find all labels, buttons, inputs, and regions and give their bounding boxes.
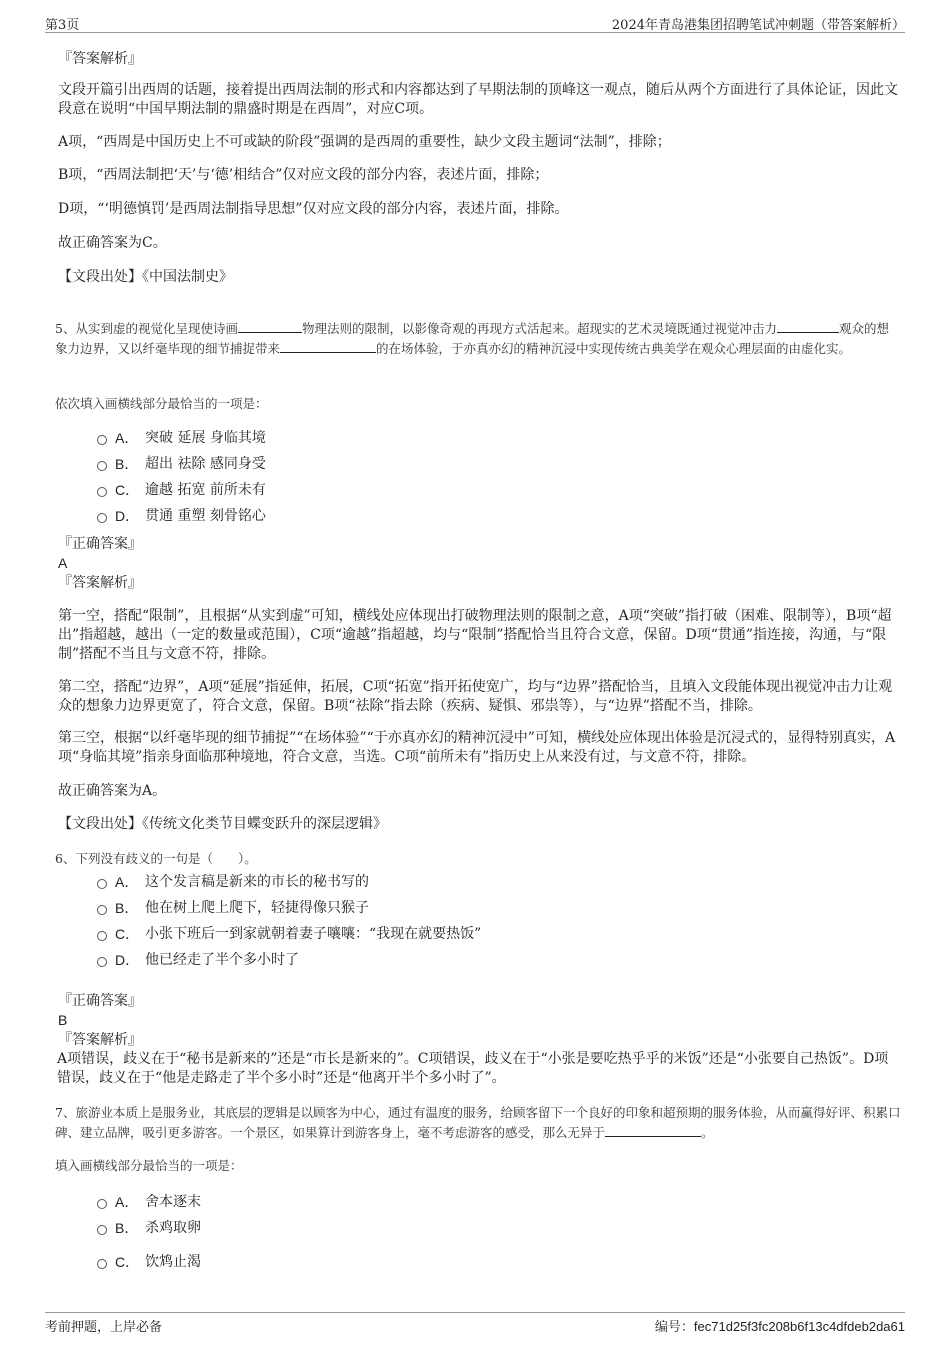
- q6-option-c[interactable]: C． 小张下班后一到家就朝着妻子嚷嚷：“我现在就要热饭”: [97, 925, 481, 943]
- q7-stem: 7、旅游业本质上是服务业，其底层的逻辑是以顾客为中心，通过有温度的服务，给顾客留下一个良好的印象和超预期的服务体验，从而赢得好评、积累口碑、建立品牌，吸引更多游客。一个景区，如果算计到游客身上，毫不考虑游客的感受，那么无异于 。: [55, 1105, 901, 1140]
- radio-icon[interactable]: [97, 1259, 107, 1269]
- q6-analysis-label: 『答案解析』: [58, 1032, 142, 1048]
- q5-conclusion: 故正确答案为A。: [58, 783, 167, 799]
- q4-analysis-a: A项，“西周是中国历史上不可或缺的阶段”强调的是西周的重要性，缺少文段主题词“法制”，排除；: [58, 134, 671, 150]
- q4-analysis-d: D项，“‘明德慎罚’是西周法制指导思想”仅对应文段的部分内容，表述片面，排除。: [58, 201, 569, 217]
- radio-icon[interactable]: [97, 1225, 107, 1235]
- q7-option-c[interactable]: C． 饮鸩止渴: [97, 1253, 201, 1271]
- q6-analysis: A项错误，歧义在于“秘书是新来的”还是“市长是新来的”。C项错误，歧义在于“小张是要吃热乎乎的米饭”还是“小张要自己热饭”。D项错误，歧义在于“他是走路走了半个多小时”还是“他离开半个多小时了”。: [57, 1051, 889, 1086]
- document-title: 2024年青岛港集团招聘笔试冲刺题（带答案解析）: [611, 18, 905, 33]
- q5-answer-label: 『正确答案』: [58, 536, 142, 552]
- q5-stem: 5、从实到虚的视觉化呈现使诗画 物理法则的限制，以影像奇观的再现方式活起来。超现实的艺术灵境既通过视觉冲击力 观众的想象力边界，又以纤毫毕现的细节捕捉带来 的在场体验，于亦真亦幻的精神沉浸中实现传统古典美学在观众心理层面的由虚化实。: [55, 321, 889, 356]
- q6-option-d[interactable]: D． 他已经走了半个多小时了: [97, 951, 299, 969]
- q4-source: 【文段出处】《中国法制史》: [58, 269, 233, 285]
- q5-analysis-p3: 第三空，根据“以纤毫毕现的细节捕捉”“在场体验”“于亦真亦幻的精神沉浸中”可知，横线处应体现出体验是沉浸式的，显得特别真实，A项“身临其境”指亲身面临那种境地，符合文意，当选。C项“前所未有”指历史上从来没有过，与文意不符，排除。: [58, 730, 896, 765]
- q5-blank-2: [777, 320, 839, 333]
- q6-answer-label: 『正确答案』: [58, 993, 142, 1009]
- radio-icon[interactable]: [97, 931, 107, 941]
- q4-analysis-b: B项，“西周法制把‘天’与‘德’相结合”仅对应文段的部分内容，表述片面，排除；: [58, 167, 549, 183]
- q5-answer: A: [58, 555, 68, 571]
- page-header: [45, 12, 905, 33]
- radio-icon[interactable]: [97, 487, 107, 497]
- q5-blank-1: [238, 320, 302, 333]
- q5-analysis-p1: 第一空，搭配“限制”，且根据“从实到虚”可知，横线处应体现出打破物理法则的限制之意，A项“突破”指打破（困难、限制等），B项“超出”指超越，越出（一定的数量或范围），C项“逾越”指超越，均与“限制”搭配恰当且符合文意，保留。D项“贯通”指连接，沟通，与“限制”搭配不当且与文意不符，排除。: [58, 608, 892, 662]
- radio-icon[interactable]: [97, 513, 107, 523]
- q7-instruction: 填入画横线部分最恰当的一项是：: [55, 1158, 243, 1173]
- q5-instruction: 依次填入画横线部分最恰当的一项是：: [55, 396, 268, 411]
- q6-option-a[interactable]: A． 这个发言稿是新来的市长的秘书写的: [97, 873, 369, 891]
- q5-analysis-label: 『答案解析』: [58, 575, 142, 591]
- radio-icon[interactable]: [97, 1199, 107, 1209]
- page-number: 第3页: [45, 18, 80, 33]
- radio-icon[interactable]: [97, 957, 107, 967]
- radio-icon[interactable]: [97, 905, 107, 915]
- q5-option-c[interactable]: C． 逾越 拓宽 前所未有: [97, 481, 266, 499]
- q5-blank-3: [280, 340, 376, 353]
- q4-analysis-label: 『答案解析』: [58, 51, 142, 67]
- document-code: 编号：fec71d25f3fc208b6f13c4dfdeb2da61: [654, 1319, 905, 1334]
- q7-option-b[interactable]: B． 杀鸡取卵: [97, 1219, 201, 1237]
- page-footer: [45, 1312, 905, 1335]
- q4-analysis-p1: 文段开篇引出西周的话题，接着提出西周法制的形式和内容都达到了早期法制的顶峰这一观点，随后从两个方面进行了具体论证，因此文段意在说明“中国早期法制的鼎盛时期是在西周”，对应C项。: [58, 82, 898, 117]
- radio-icon[interactable]: [97, 435, 107, 445]
- q4-conclusion: 故正确答案为C。: [58, 235, 167, 251]
- q7-option-a[interactable]: A． 舍本逐末: [97, 1193, 201, 1211]
- q6-answer: B: [58, 1012, 68, 1028]
- q5-analysis-p2: 第二空，搭配“边界”，A项“延展”指延伸，拓展，C项“拓宽”指开拓使宽广，均与“边界”搭配恰当，且填入文段能体现出视觉冲击力让观众的想象力边界更宽了，符合文意，保留。B项“祛除”指去除（疾病、疑惧、邪祟等），与“边界”搭配不当，排除。: [58, 679, 893, 714]
- q5-option-d[interactable]: D． 贯通 重塑 刻骨铭心: [97, 507, 266, 525]
- q7-blank: [605, 1124, 701, 1137]
- q5-option-b[interactable]: B． 超出 祛除 感同身受: [97, 455, 266, 473]
- footer-slogan: 考前押题，上岸必备: [45, 1320, 163, 1335]
- radio-icon[interactable]: [97, 879, 107, 889]
- q6-stem: 6、下列没有歧义的一句是（ ）。: [55, 851, 257, 866]
- radio-icon[interactable]: [97, 461, 107, 471]
- q6-option-b[interactable]: B． 他在树上爬上爬下，轻捷得像只猴子: [97, 899, 369, 917]
- q5-source: 【文段出处】《传统文化类节目蝶变跃升的深层逻辑》: [58, 816, 387, 832]
- q5-option-a[interactable]: A． 突破 延展 身临其境: [97, 429, 266, 447]
